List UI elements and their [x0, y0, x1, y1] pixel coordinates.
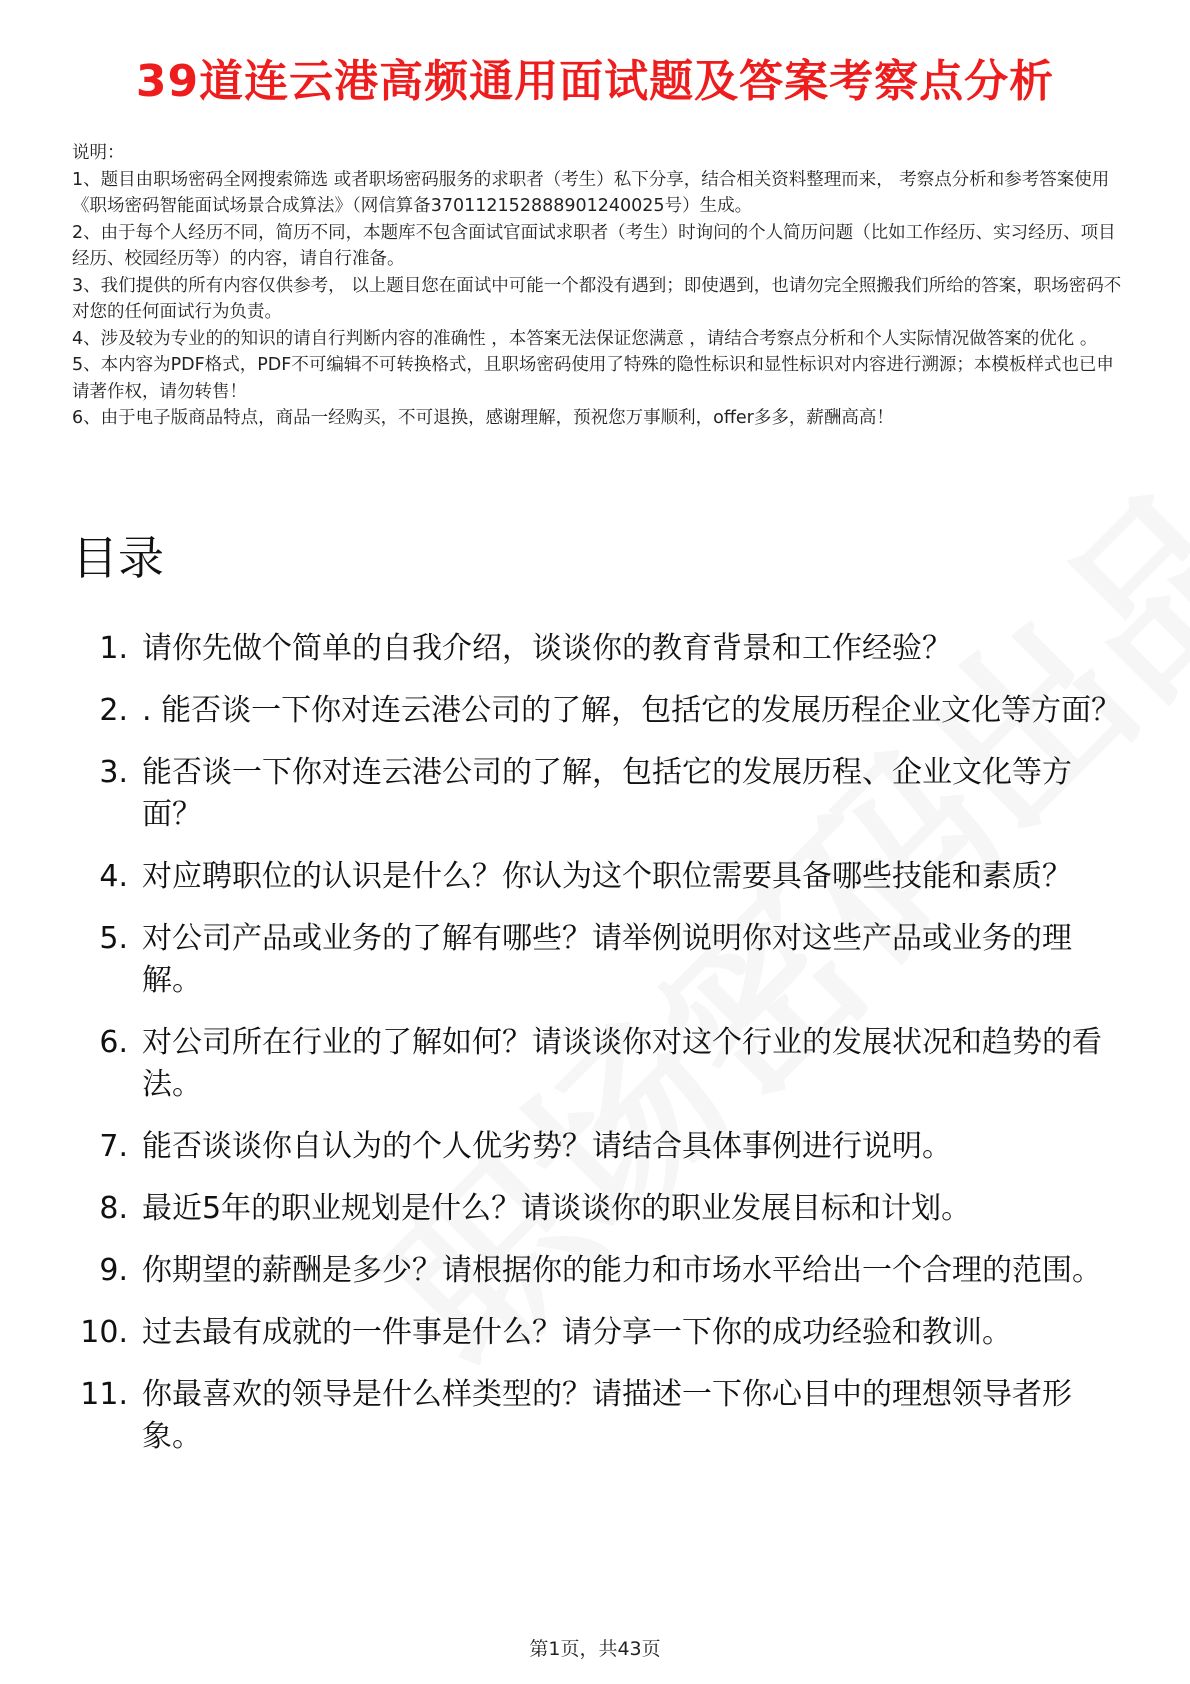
toc-list: [72, 628, 1122, 1478]
toc-item-text: 你期望的薪酬是多少？请根据你的能力和市场水平给出一个合理的范围。: [142, 1253, 1102, 1288]
toc-item-number: 3.: [99, 755, 128, 790]
toc-item-number: 6.: [99, 1025, 128, 1060]
toc-item-number: 7.: [99, 1129, 128, 1164]
toc-item[interactable]: [72, 1374, 1122, 1458]
toc-item-number: 5.: [99, 921, 128, 956]
toc-item-text: 对公司所在行业的了解如何？请谈谈你对这个行业的发展状况和趋势的看法。: [142, 1025, 1102, 1102]
toc-item[interactable]: [72, 1188, 1122, 1230]
notes-section: [72, 140, 1122, 432]
notes-heading: 说明：: [72, 143, 125, 163]
toc-item-number: 4.: [99, 859, 128, 894]
page-footer: 第1页，共43页: [529, 1638, 661, 1660]
toc-heading: 目录: [72, 531, 164, 585]
note-item: 6、由于电子版商品特点，商品一经购买，不可退换，感谢理解，预祝您万事顺利，offer多多，薪酬高高！: [72, 408, 894, 428]
note-item: 4、涉及较为专业的的知识的请自行判断内容的准确性 ，本答案无法保证您满意 ，请结合考察点分析和个人实际情况做答案的优化 。: [72, 328, 1098, 349]
toc-item-text: 请你先做个简单的自我介绍，谈谈你的教育背景和工作经验？: [142, 631, 952, 666]
toc-item-text: 你最喜欢的领导是什么样类型的？请描述一下你心目中的理想领导者形象。: [142, 1377, 1072, 1454]
toc-item[interactable]: [72, 1126, 1122, 1168]
note-item: 2、由于每个人经历不同，简历不同，本题库不包含面试官面试求职者（考生）时询问的个人简历问题（比如工作经历、实习经历、项目经历、校园经历等）的内容，请自行准备。: [72, 222, 1116, 269]
toc-item[interactable]: [72, 628, 1122, 670]
note-item: 3、我们提供的所有内容仅供参考， 以上题目您在面试中可能一个都没有遇到；即使遇到，也请勿完全照搬我们所给的答案，职场密码不对您的任何面试行为负责。: [72, 275, 1122, 322]
toc-item-text: 对公司产品或业务的了解有哪些？请举例说明你对这些产品或业务的理解。: [142, 921, 1072, 998]
toc-item[interactable]: [72, 1312, 1122, 1354]
note-item: 1、题目由职场密码全网搜索筛选 或者职场密码服务的求职者（考生）私下分享，结合相关资料整理而来， 考察点分析和参考答案使用《职场密码智能面试场景合成算法》（网信算备370112152888901240025号）生成。: [72, 169, 1110, 216]
toc-item-text: 最近5年的职业规划是什么？请谈谈你的职业发展目标和计划。: [142, 1191, 972, 1226]
toc-item[interactable]: [72, 690, 1122, 732]
toc-item-number: 9.: [99, 1253, 128, 1288]
note-item: 5、本内容为PDF格式，PDF不可编辑不可转换格式，且职场密码使用了特殊的隐性标识和显性标识对内容进行溯源；本模板样式也已申请著作权，请勿转售！: [72, 355, 1114, 402]
toc-item-text: 能否谈谈你自认为的个人优劣势？请结合具体事例进行说明。: [142, 1129, 952, 1164]
toc-item[interactable]: [72, 918, 1122, 1002]
toc-item-number: 2.: [99, 693, 128, 728]
toc-item-text: 对应聘职位的认识是什么？你认为这个职位需要具备哪些技能和素质？: [142, 859, 1072, 894]
document-title: 39道连云港高频通用面试题及答案考察点分析: [135, 56, 1055, 107]
toc-item-text: 过去最有成就的一件事是什么？请分享一下你的成功经验和教训。: [142, 1315, 1012, 1350]
toc-item-number: 1.: [99, 631, 128, 666]
toc-item[interactable]: [72, 752, 1122, 836]
toc-item-text: . 能否谈一下你对连云港公司的了解，包括它的发展历程企业文化等方面？: [142, 693, 1122, 728]
toc-item[interactable]: [72, 1022, 1122, 1106]
toc-item[interactable]: [72, 1250, 1122, 1292]
toc-item-number: 8.: [99, 1191, 128, 1226]
toc-item-text: 能否谈一下你对连云港公司的了解，包括它的发展历程、企业文化等方面？: [142, 755, 1072, 832]
toc-item-number: 11.: [80, 1377, 128, 1412]
toc-item[interactable]: [72, 856, 1122, 898]
toc-item-number: 10.: [80, 1315, 128, 1350]
